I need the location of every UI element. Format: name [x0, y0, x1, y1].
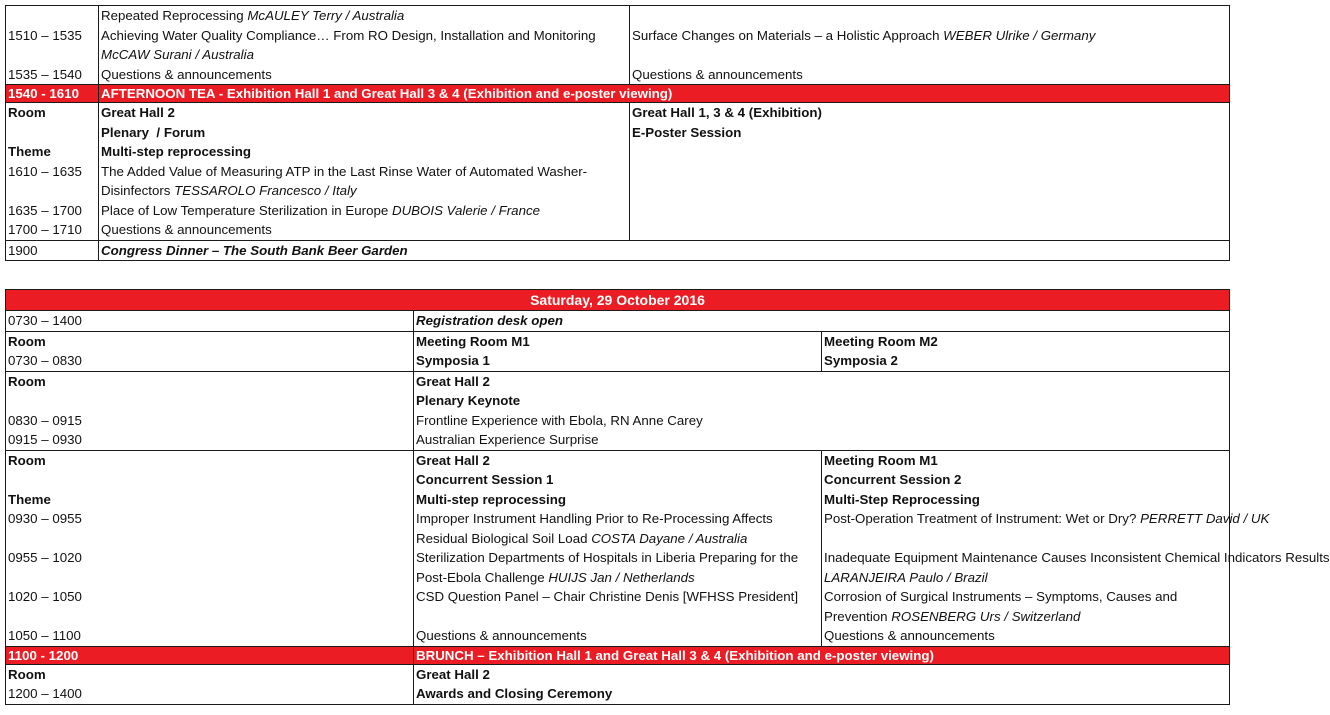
table-row: [6, 331, 1230, 371]
break-label: BRUNCH – Exhibition Hall 1 and Great Hall 3 & 4 (Exhibition and e-poster viewing): [414, 646, 1230, 664]
saturday-schedule-table: [5, 289, 1330, 705]
dinner-label: Congress Dinner – The South Bank Beer Garden: [99, 240, 1230, 261]
time-cell: [6, 664, 414, 704]
author: McAULEY Terry / Australia: [247, 8, 405, 23]
session-name: E-Poster Session: [632, 124, 742, 140]
room-label: Room: [8, 333, 46, 349]
room-label: Room: [8, 105, 46, 120]
room-name: Great Hall 2: [416, 452, 490, 468]
time-slot: 0930 – 0955: [8, 511, 82, 526]
room-name: Great Hall 2: [416, 666, 490, 682]
talk-title: Frontline Experience with Ebola, RN Anne Carey: [416, 412, 703, 428]
session-name: Plenary Keynote: [416, 393, 521, 408]
talk-title: The Added Value of Measuring ATP in the Last Rinse Water of Automated Washer-Disinfectors TESSAROLO Francesco / Italy: [101, 163, 588, 198]
time-slot: 0830 – 0915: [8, 412, 82, 428]
day-header: Saturday, 29 October 2016: [6, 290, 1230, 311]
room-name: Great Hall 1, 3 & 4 (Exhibition): [632, 105, 822, 120]
author: ROSENBERG Urs / Switzerland: [891, 608, 1081, 624]
room-name: Meeting Room M2: [824, 333, 938, 349]
right-session-cell: [630, 6, 1230, 85]
right-session-cell: [822, 450, 1330, 646]
time-slot: 0730 – 1400: [6, 311, 414, 332]
time-cell: [6, 6, 99, 85]
closing-cell: [414, 664, 1230, 704]
talk-title: Sterilization Departments of Hospitals in Liberia Preparing for the Post-Ebola Challenge HUIJS Jan / Netherlands: [416, 550, 799, 585]
time-cell: [6, 103, 99, 241]
room-label: Room: [8, 452, 46, 468]
author: WEBER Ulrike / Germany: [943, 27, 1096, 43]
break-row: [6, 85, 1230, 103]
time-slot: 1200 – 1400: [8, 686, 82, 701]
left-session-cell: [414, 331, 822, 371]
time-slot: 1050 – 1100: [8, 628, 81, 643]
session-name: Awards and Closing Ceremony: [416, 686, 613, 701]
room-label: Room: [8, 666, 46, 682]
session-name: Concurrent Session 1: [416, 472, 554, 487]
table-row: [6, 371, 1230, 450]
keynote-cell: [414, 371, 1230, 450]
room-name: Meeting Room M1: [416, 333, 530, 349]
talk-title: Achieving Water Quality Compliance… From RO Design, Installation and Monitoring McCAW Surani / Australia: [101, 27, 596, 62]
author: LARANJEIRA Paulo / Brazil: [824, 569, 988, 585]
break-row: [6, 646, 1230, 664]
talk-title: Australian Experience Surprise: [416, 432, 599, 447]
talk-title: CSD Question Panel – Chair Christine Denis [WFHSS President]: [416, 589, 799, 604]
session-name: Symposia 2: [824, 353, 898, 368]
table-row: [6, 664, 1230, 704]
theme-label: Theme: [8, 144, 51, 159]
room-label: Room: [8, 373, 46, 389]
author: McCAW Surani / Australia: [101, 47, 254, 62]
time-slot: 1635 – 1700: [8, 202, 82, 218]
dinner-time: 1900: [6, 240, 99, 261]
time-cell: [6, 450, 414, 646]
time-slot: 0730 – 0830: [8, 353, 82, 368]
table-row: [6, 240, 1230, 261]
table-row: [6, 103, 1230, 241]
room-name: Great Hall 2: [101, 105, 175, 120]
talk-title: Inadequate Equipment Maintenance Causes Inconsistent Chemical Indicators Results: [824, 550, 1330, 565]
table-row: [6, 311, 1230, 332]
session-name: Symposia 1: [416, 353, 490, 368]
left-session-cell: [99, 103, 630, 241]
time-slot: 1610 – 1635: [8, 163, 82, 179]
right-session-cell: [822, 331, 1230, 371]
left-session-cell: [414, 450, 822, 646]
author: PERRETT David / UK: [1140, 511, 1270, 526]
time-cell: [6, 371, 414, 450]
talk-title: Improper Instrument Handling Prior to Re-Processing Affects Residual Biological Soil Load COSTA Dayane / Australia: [416, 511, 773, 546]
table-row: [6, 6, 1230, 85]
author: HUIJS Jan / Netherlands: [548, 569, 695, 585]
left-session-cell: [99, 6, 630, 85]
time-slot: 1535 – 1540: [8, 66, 82, 82]
theme-name: Multi-step reprocessing: [416, 491, 566, 507]
talk-title: Post-Operation Treatment of Instrument: Wet or Dry? PERRETT David / UK: [824, 511, 1270, 526]
time-slot: 0955 – 1020: [8, 550, 82, 565]
talk-title: Place of Low Temperature Sterilization in Europe DUBOIS Valerie / France: [101, 202, 541, 218]
registration-label: Registration desk open: [414, 311, 1230, 332]
day-header-row: [6, 290, 1230, 311]
questions-label: Questions & announcements: [101, 66, 272, 82]
questions-label: Questions & announcements: [101, 222, 272, 237]
questions-label: Questions & announcements: [632, 66, 803, 82]
talk-title: Surface Changes on Materials – a Holistic Approach WEBER Ulrike / Germany: [632, 27, 1096, 43]
friday-schedule-table: [5, 5, 1230, 261]
right-session-cell: [630, 103, 1230, 241]
time-slot: 1020 – 1050: [8, 589, 82, 604]
author: COSTA Dayane / Australia: [591, 530, 748, 546]
room-name: Meeting Room M1: [824, 452, 938, 468]
session-name: Concurrent Session 2: [824, 472, 962, 487]
session-name: Plenary / Forum: [101, 124, 206, 140]
theme-name: Multi-step reprocessing: [101, 144, 251, 159]
talk-title: Repeated Reprocessing McAULEY Terry / Australia: [101, 8, 405, 23]
author: TESSAROLO Francesco / Italy: [174, 183, 357, 198]
table-row: [6, 450, 1230, 646]
time-cell: [6, 331, 414, 371]
break-label: AFTERNOON TEA - Exhibition Hall 1 and Great Hall 3 & 4 (Exhibition and e-poster viewing): [99, 85, 1230, 103]
time-slot: 1700 – 1710: [8, 222, 82, 237]
time-slot: 0915 – 0930: [8, 432, 82, 447]
talk-title: Corrosion of Surgical Instruments – Symptoms, Causes and Prevention ROSENBERG Urs / Switzerland: [824, 589, 1178, 624]
questions-label: Questions & announcements: [824, 628, 995, 643]
break-time: 1540 - 1610: [6, 85, 99, 103]
room-name: Great Hall 2: [416, 373, 490, 389]
theme-name: Multi-Step Reprocessing: [824, 491, 980, 507]
break-time: 1100 - 1200: [6, 646, 414, 664]
questions-label: Questions & announcements: [416, 628, 587, 643]
time-slot: 1510 – 1535: [8, 27, 82, 43]
theme-label: Theme: [8, 491, 51, 507]
author: DUBOIS Valerie / France: [391, 202, 541, 218]
